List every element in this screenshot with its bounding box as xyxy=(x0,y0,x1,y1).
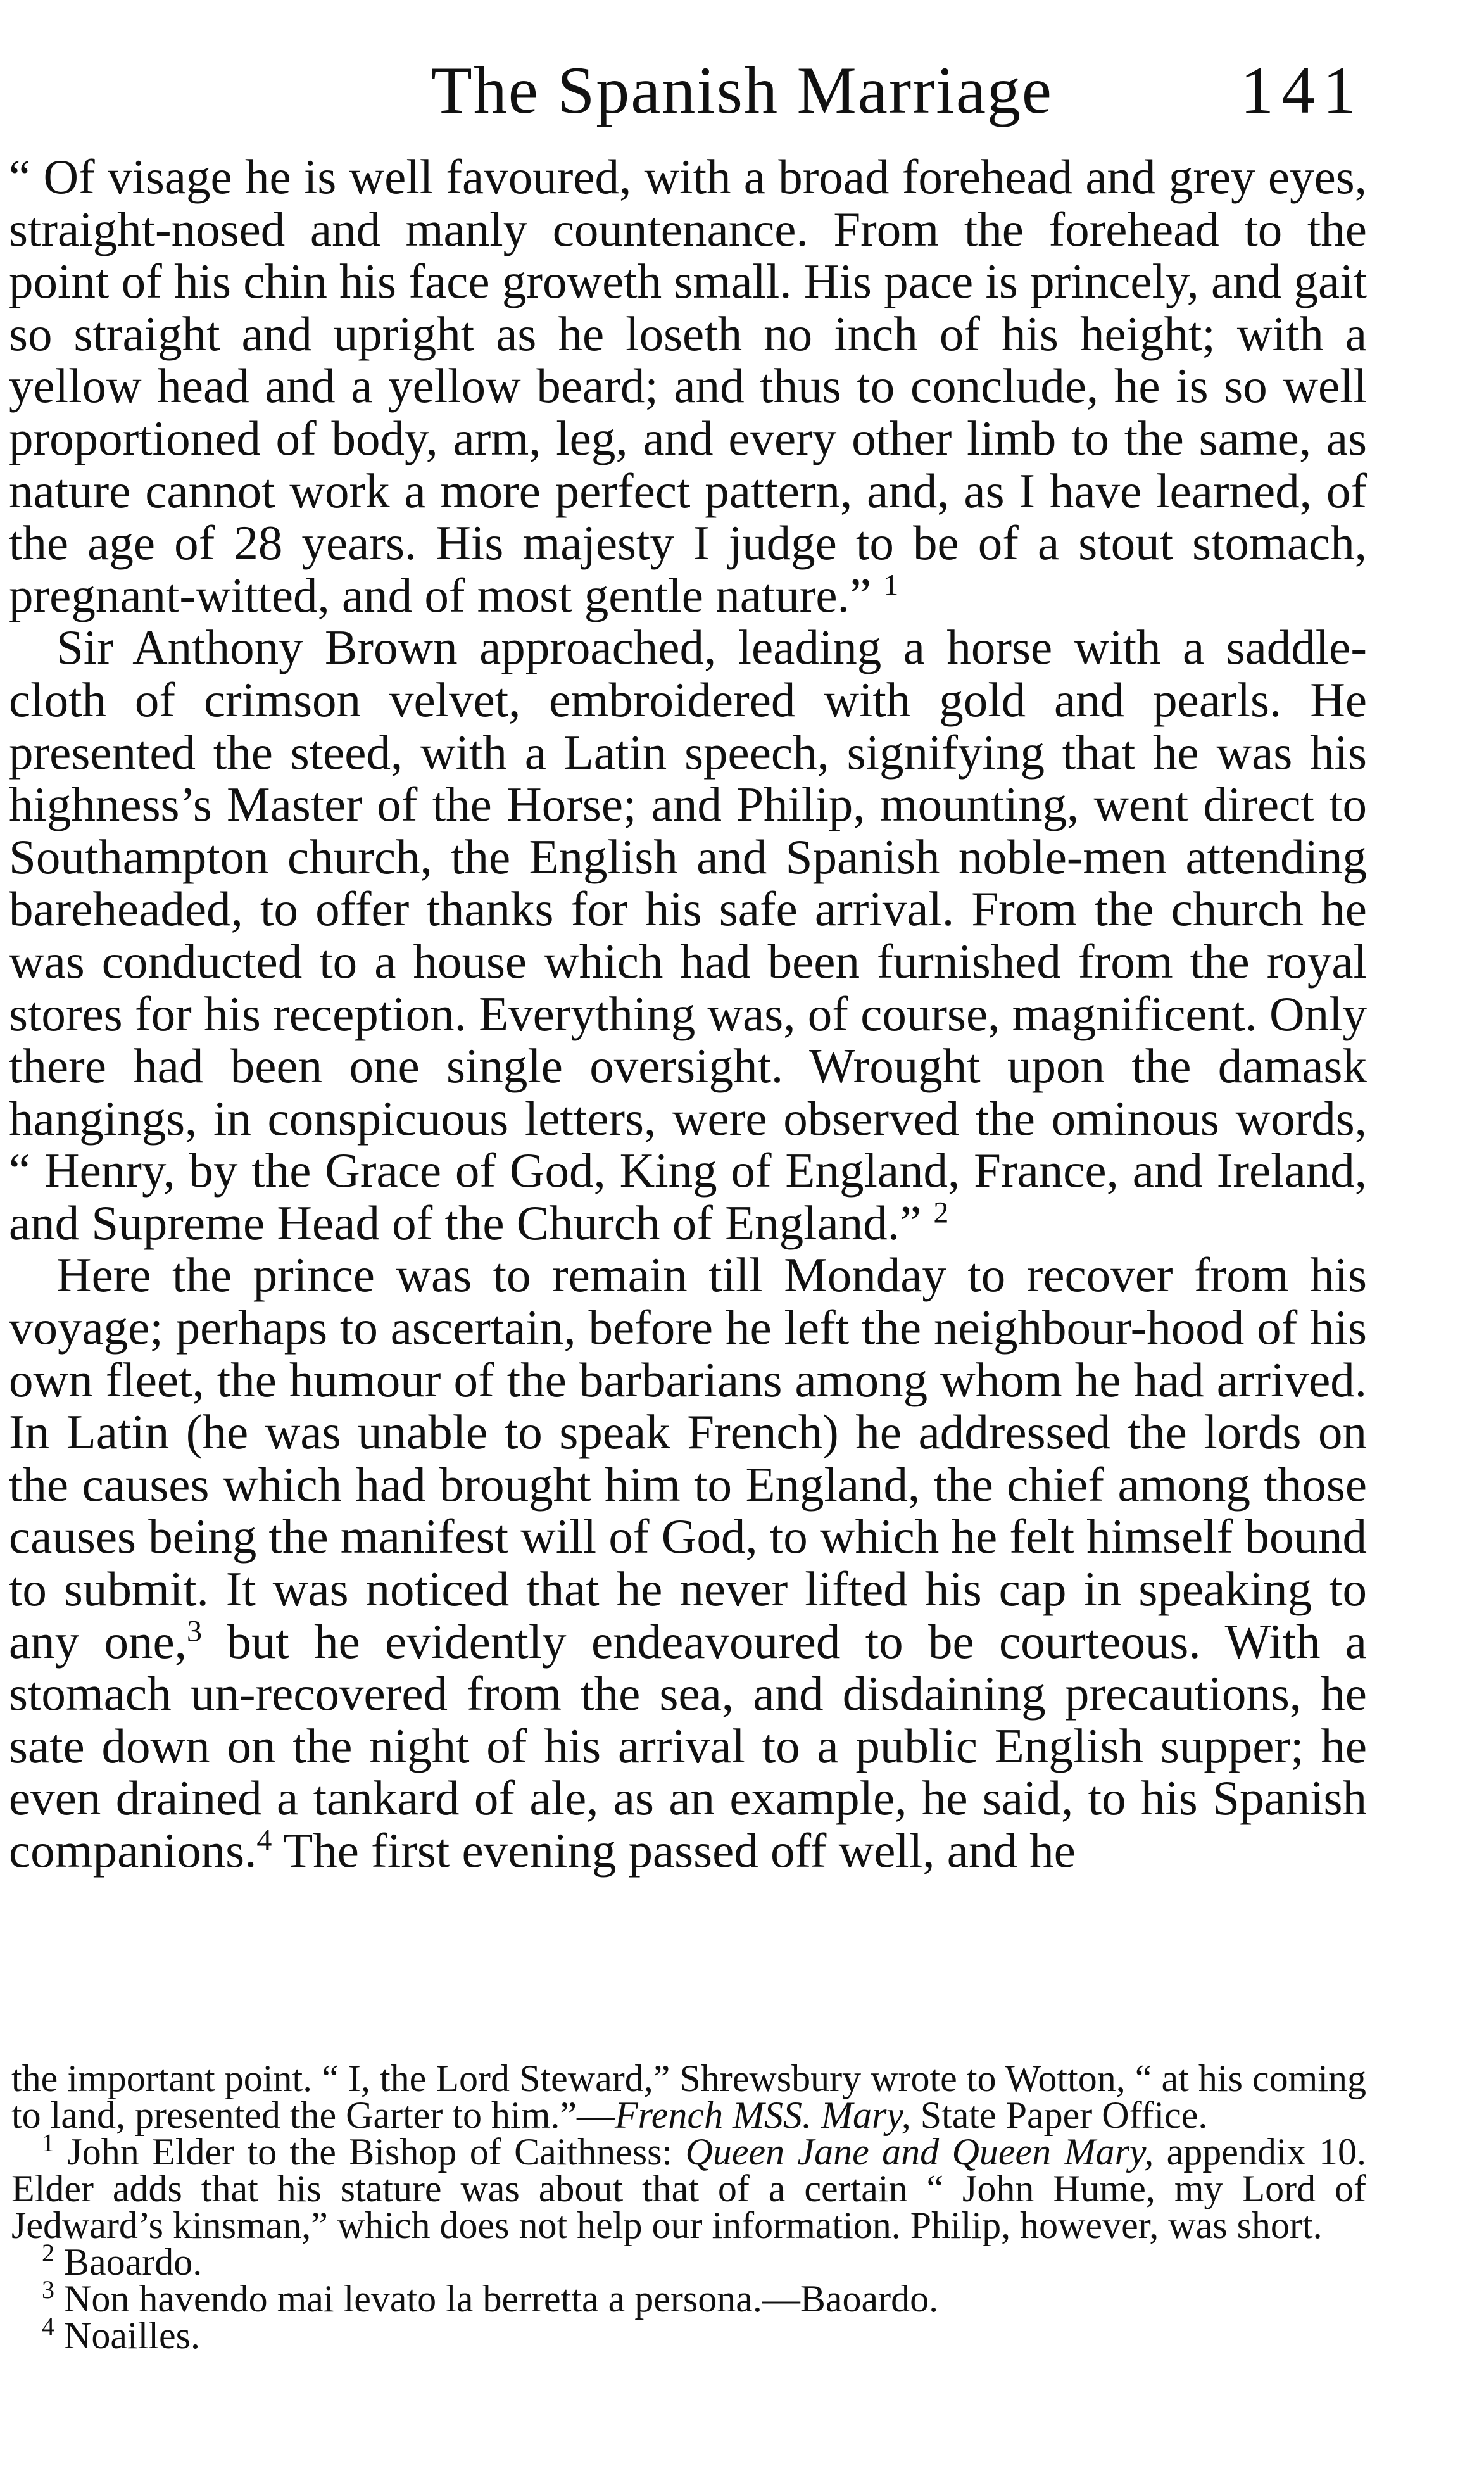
paragraph-text: but he evidently endeavoured to be courteous. With a stomach un-recovered from the sea, and disdaining precautions, he sate down on the night of his arrival to a public English supper; he even drained a tankard of ale, as an example, he said, to his Spanish companions. xyxy=(9,1614,1367,1878)
footnote-marker: 4 xyxy=(42,2312,54,2341)
paragraph-quote xyxy=(9,151,1367,621)
footnote-4 xyxy=(11,2312,1366,2356)
footnote-citation: French MSS. Mary, xyxy=(615,2094,911,2136)
paragraph-text: Sir Anthony Brown approached, leading a horse with a saddle-cloth of crimson velvet, embroidered with gold and pearls. He presented the steed, with a Latin speech, signifying that he was his highness’s Master of the Horse; and Philip, mounting, went direct to Southampton church, the English and Spanish noble-men attending bareheaded, to offer thanks for his safe arrival. From the church he was conducted to a house which had been furnished from the royal stores for his reception. Everything was, of course, magnificent. Only there had been one single oversight. Wrought upon the damask hangings, in conspicuous letters, were observed the ominous words, “ Henry, by the Grace of God, King of England, France, and Ireland, and Supreme Head of the Church of England.” xyxy=(9,620,1367,1250)
footnote-2 xyxy=(11,2239,1366,2283)
footnote-ref-4: 4 xyxy=(256,1823,272,1857)
footnote-citation: Queen Jane and Queen Mary, xyxy=(685,2131,1154,2173)
main-text xyxy=(9,151,1367,1877)
footnote-carryover xyxy=(11,2057,1366,2136)
footnote-text: Noailles. xyxy=(54,2315,200,2356)
paragraph-anthony-brown xyxy=(9,621,1367,1249)
footnote-text: John Elder to the Bishop of Caithness: xyxy=(54,2131,686,2173)
running-head-title: The Spanish Marriage xyxy=(431,53,1053,127)
footnotes xyxy=(11,2057,1366,2356)
paragraph-text: “ Of visage he is well favoured, with a broad forehead and grey eyes, straight-nosed and manly countenance. From the forehead to the point of his chin his face groweth small. His pace is princely, and gait so straight and upright as he loseth no inch of his height; with a yellow head and a yellow beard; and thus to conclude, he is so well proportioned of body, arm, leg, and every other limb to the same, as nature cannot work a more perfect pattern, and, as I have learned, of the age of 28 years. His majesty I judge to be of a stout stomach, pregnant-witted, and of most gentle nature.” xyxy=(9,149,1367,622)
footnote-marker: 1 xyxy=(42,2128,54,2157)
running-head xyxy=(0,49,1484,132)
page-number: 141 xyxy=(1240,53,1364,127)
footnote-ref-1: 1 xyxy=(883,568,899,602)
footnote-text: Non havendo mai levato la berretta a persona.—Baoardo. xyxy=(54,2278,939,2320)
footnote-3 xyxy=(11,2275,1366,2320)
footnote-ref-2: 2 xyxy=(933,1196,949,1230)
footnote-text: State Paper Office. xyxy=(910,2094,1208,2136)
footnote-1 xyxy=(11,2128,1366,2246)
footnote-marker: 2 xyxy=(42,2239,54,2267)
paragraph-text: The first evening passed off well, and he xyxy=(272,1823,1076,1878)
footnote-text: Baoardo. xyxy=(54,2241,203,2283)
footnote-marker: 3 xyxy=(42,2275,54,2304)
footnote-text: appendix 10. Elder adds that his stature was about that of a certain “ John Hume, my Lord of Jedward’s kinsman,” which does not help our information. Philip, however, was short. xyxy=(11,2131,1366,2246)
paragraph-text: Here the prince was to remain till Monday to recover from his voyage; perhaps to ascertain, before he left the neighbour-hood of his own fleet, the humour of the barbarians among whom he had arrived. In Latin (he was unable to speak French) he addressed the lords on the causes which had brought him to England, the chief among those causes being the manifest will of God, to which he felt himself bound to submit. It was noticed that he never lifted his cap in speaking to any one, xyxy=(9,1248,1367,1669)
footnote-ref-3: 3 xyxy=(186,1614,202,1648)
paragraph-prince-remain xyxy=(9,1249,1367,1876)
footnote-text: the important point. “ I, the Lord Steward,” Shrewsbury wrote to Wotton, “ at his coming to land, presented the Garter to him.”— xyxy=(11,2057,1366,2136)
